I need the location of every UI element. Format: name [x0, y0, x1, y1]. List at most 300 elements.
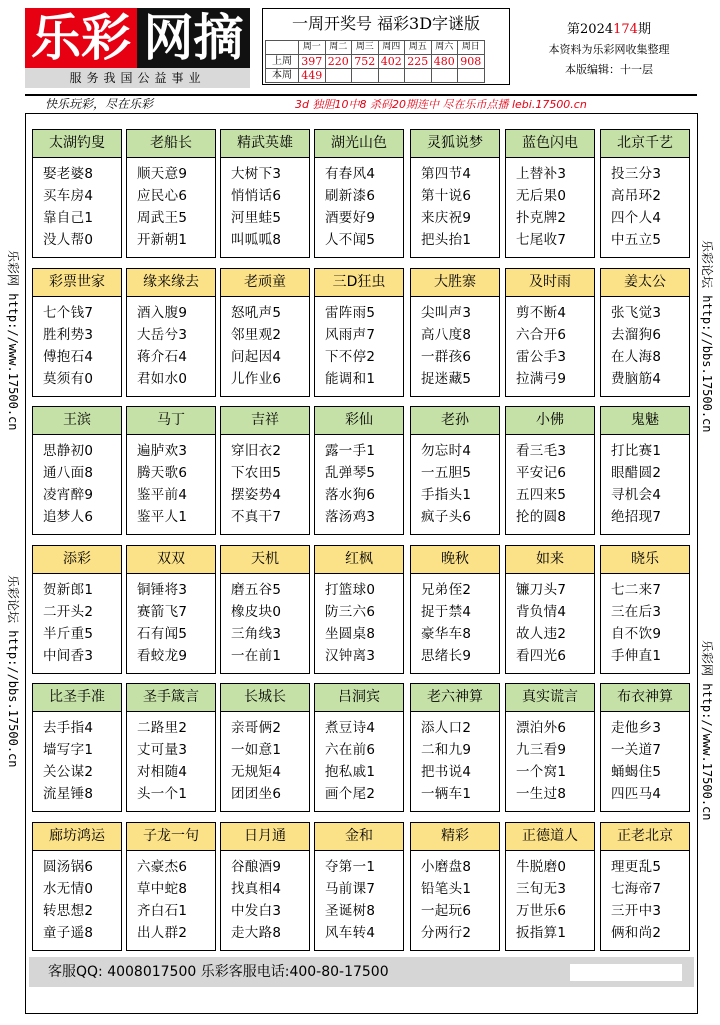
- source-note: 本资料为乐彩网收集整理: [548, 43, 670, 56]
- card-title: 日月通: [221, 823, 309, 851]
- riddle-line: 二开头2: [43, 604, 94, 620]
- card-lines: [33, 435, 121, 528]
- riddle-line: 在人海8: [611, 349, 662, 365]
- riddle-line: 剪不断4: [516, 305, 567, 321]
- riddle-line: 铅笔头1: [421, 881, 472, 897]
- riddle-line: 贺新郎1: [43, 582, 94, 598]
- card-lines: [127, 158, 215, 251]
- card-lines: [33, 851, 121, 944]
- card-title: 长城长: [221, 684, 309, 712]
- footer-text: 客服QQ: 4008017500 乐彩客服电话:400-80-17500: [48, 964, 389, 980]
- riddle-line: 手伸直1: [611, 648, 662, 664]
- riddle-line: 买车房4: [43, 188, 94, 204]
- card-title: 三D狂虫: [315, 269, 403, 297]
- riddle-line: 尖叫声3: [421, 305, 472, 321]
- riddle-line: 靠自己1: [43, 210, 94, 226]
- riddle-line: 不真干7: [231, 509, 282, 525]
- card-lines: [315, 574, 403, 667]
- footer-blank-box: [570, 964, 682, 981]
- riddle-line: 一起玩6: [421, 903, 472, 919]
- logo-part1: 乐彩: [25, 8, 137, 68]
- editor-note: 本版编辑：十一层: [565, 63, 653, 76]
- riddle-line: 疯子头6: [421, 509, 472, 525]
- day-cell: 周日: [458, 41, 485, 55]
- riddle-line: 思绪长9: [421, 648, 472, 664]
- riddle-line: 赛箭飞7: [137, 604, 188, 620]
- riddle-line: 一关道7: [611, 742, 662, 758]
- card-lines: [33, 574, 121, 667]
- riddle-card: [505, 683, 595, 812]
- riddle-line: 三在后3: [611, 604, 662, 620]
- riddle-card: [32, 268, 122, 397]
- riddle-card: [32, 406, 122, 535]
- riddle-line: 小磨盘8: [421, 859, 472, 875]
- riddle-line: 河里蛙5: [231, 210, 282, 226]
- riddle-line: 半斤重5: [43, 626, 94, 642]
- riddle-line: 来庆祝9: [421, 210, 472, 226]
- card-lines: [221, 435, 309, 528]
- day-cell: 周一: [299, 41, 326, 55]
- card-title: 缘来缘去: [127, 269, 215, 297]
- riddle-line: 俩和尚2: [611, 925, 662, 941]
- riddle-card: [410, 683, 500, 812]
- riddle-line: 出人群2: [137, 925, 188, 941]
- riddle-line: 君如水0: [137, 371, 188, 387]
- draw-number: 220: [325, 55, 352, 69]
- riddle-line: 谷酿酒9: [231, 859, 282, 875]
- riddle-line: 露一手1: [325, 443, 376, 459]
- riddle-line: 拉满弓9: [516, 371, 567, 387]
- riddle-line: 抡的圆8: [516, 509, 567, 525]
- riddle-line: 橡皮块0: [231, 604, 282, 620]
- card-title: 小佛: [506, 407, 594, 435]
- issue-number: 174: [613, 22, 638, 37]
- card-title: 如来: [506, 546, 594, 574]
- riddle-line: 一辆车1: [421, 786, 472, 802]
- riddle-card: [505, 822, 595, 951]
- riddle-card: [32, 683, 122, 812]
- riddle-line: 画个尾2: [325, 786, 376, 802]
- footer: [29, 957, 694, 987]
- card-title: 王滨: [33, 407, 121, 435]
- riddle-card: [505, 268, 595, 397]
- riddle-line: 手指头1: [421, 487, 472, 503]
- card-title: 鬼魅: [601, 407, 689, 435]
- card-title: 及时雨: [506, 269, 594, 297]
- riddle-line: 看蛟龙9: [137, 648, 188, 664]
- riddle-line: 蒋介石4: [137, 349, 188, 365]
- riddle-line: 酒要好9: [325, 210, 376, 226]
- day-cell: 周五: [405, 41, 432, 55]
- riddle-line: 一五胆5: [421, 465, 472, 481]
- riddle-line: 去手指4: [43, 720, 94, 736]
- riddle-card: [32, 822, 122, 951]
- riddle-line: 去溜狗6: [611, 327, 662, 343]
- card-lines: [127, 712, 215, 805]
- riddle-line: 自不饮9: [611, 626, 662, 642]
- riddle-line: 寻机会4: [611, 487, 662, 503]
- draw-number: [431, 69, 458, 83]
- riddle-line: 走大路8: [231, 925, 282, 941]
- riddle-card: [505, 129, 595, 258]
- riddle-line: 六合开6: [516, 327, 567, 343]
- draw-number: 225: [405, 55, 432, 69]
- card-lines: [33, 297, 121, 390]
- riddle-card: [410, 406, 500, 535]
- riddle-line: 思静初0: [43, 443, 94, 459]
- card-lines: [315, 851, 403, 944]
- riddle-line: 丈可量3: [137, 742, 188, 758]
- riddle-line: 下农田5: [231, 465, 282, 481]
- card-title: 老船长: [127, 130, 215, 158]
- riddle-line: 齐白石1: [137, 903, 188, 919]
- riddle-card: [410, 822, 500, 951]
- riddle-line: 镰刀头7: [516, 582, 567, 598]
- card-lines: [221, 158, 309, 251]
- side-text-left-bottom: 乐彩论坛 http://bbs.17500.cn: [6, 575, 20, 768]
- riddle-line: 刷新漆6: [325, 188, 376, 204]
- riddle-line: 万世乐6: [516, 903, 567, 919]
- riddle-line: 高吊环2: [611, 188, 662, 204]
- card-title: 真实谎言: [506, 684, 594, 712]
- riddle-line: 遍胪欢3: [137, 443, 188, 459]
- riddle-card: [126, 822, 216, 951]
- riddle-card: [600, 545, 690, 674]
- riddle-line: 第十说6: [421, 188, 472, 204]
- riddle-line: 周武王5: [137, 210, 188, 226]
- card-lines: [411, 851, 499, 944]
- riddle-card: [410, 129, 500, 258]
- card-lines: [127, 574, 215, 667]
- riddle-card: [126, 406, 216, 535]
- day-cell: 周四: [378, 41, 405, 55]
- riddle-line: 打篮球0: [325, 582, 376, 598]
- riddle-line: 理更乱5: [611, 859, 662, 875]
- tagline-bar: [25, 94, 697, 114]
- card-title: 红枫: [315, 546, 403, 574]
- issue-prefix: 第2024: [567, 22, 614, 37]
- card-lines: [506, 435, 594, 528]
- riddle-line: 团团坐6: [231, 786, 282, 802]
- riddle-line: 雷阵雨5: [325, 305, 376, 321]
- riddle-line: 捉迷藏5: [421, 371, 472, 387]
- riddle-card: [600, 129, 690, 258]
- riddle-line: 儿作业6: [231, 371, 282, 387]
- card-lines: [411, 574, 499, 667]
- card-title: 姜太公: [601, 269, 689, 297]
- riddle-card: [220, 822, 310, 951]
- last-week-row: [266, 55, 485, 69]
- riddle-line: 能调和1: [325, 371, 376, 387]
- riddle-line: 马前课7: [325, 881, 376, 897]
- side-text-right-top: 乐彩论坛 http://bbs.17500.cn: [700, 240, 714, 433]
- riddle-line: 对相随4: [137, 764, 188, 780]
- riddle-card: [220, 406, 310, 535]
- riddle-line: 扑克牌2: [516, 210, 567, 226]
- riddle-line: 顺天意9: [137, 166, 188, 182]
- riddle-card: [505, 406, 595, 535]
- riddle-line: 四匹马4: [611, 786, 662, 802]
- riddle-line: 二路里2: [137, 720, 188, 736]
- riddle-card: [505, 545, 595, 674]
- riddle-line: 圆汤锅6: [43, 859, 94, 875]
- riddle-line: 五四来5: [516, 487, 567, 503]
- logo-part2: 网摘: [137, 8, 250, 68]
- card-lines: [33, 158, 121, 251]
- riddle-line: 走他乡3: [611, 720, 662, 736]
- card-lines: [601, 712, 689, 805]
- riddle-card: [314, 406, 404, 535]
- riddle-line: 童子遥8: [43, 925, 94, 941]
- riddle-card: [410, 268, 500, 397]
- card-lines: [127, 435, 215, 528]
- draw-number: [458, 69, 485, 83]
- riddle-line: 故人违2: [516, 626, 567, 642]
- riddle-line: 中发白3: [231, 903, 282, 919]
- card-lines: [601, 158, 689, 251]
- riddle-card: [314, 822, 404, 951]
- card-title: 吉祥: [221, 407, 309, 435]
- card-lines: [221, 851, 309, 944]
- riddle-line: 四个人4: [611, 210, 662, 226]
- issue-suffix: 期: [637, 22, 651, 37]
- riddle-line: 草中蛇8: [137, 881, 188, 897]
- riddle-line: 一生过8: [516, 786, 567, 802]
- riddle-line: 无后果0: [516, 188, 567, 204]
- riddle-line: 三开中3: [611, 903, 662, 919]
- draw-number: [378, 69, 405, 83]
- riddle-line: 铜锤将3: [137, 582, 188, 598]
- card-lines: [33, 712, 121, 805]
- card-lines: [506, 851, 594, 944]
- riddle-line: 落水狗6: [325, 487, 376, 503]
- card-lines: [601, 851, 689, 944]
- riddle-card: [410, 545, 500, 674]
- riddle-line: 七个钱7: [43, 305, 94, 321]
- riddle-line: 开新朝1: [137, 232, 188, 248]
- riddle-line: 墙写字1: [43, 742, 94, 758]
- this-week-row: [266, 69, 485, 83]
- draw-number: [405, 69, 432, 83]
- draw-number: [325, 69, 352, 83]
- riddle-line: 三角线3: [231, 626, 282, 642]
- card-lines: [127, 851, 215, 944]
- card-title: 金和: [315, 823, 403, 851]
- riddle-line: 追梦人6: [43, 509, 94, 525]
- riddle-line: 把书说4: [421, 764, 472, 780]
- riddle-line: 人不闻5: [325, 232, 376, 248]
- card-title: 晚秋: [411, 546, 499, 574]
- card-lines: [601, 297, 689, 390]
- riddle-card: [126, 545, 216, 674]
- riddle-card: [126, 268, 216, 397]
- issue-number-line: [520, 18, 698, 37]
- draw-table: [265, 40, 485, 83]
- riddle-line: 通八面8: [43, 465, 94, 481]
- riddle-line: 蛹蝎住5: [611, 764, 662, 780]
- riddle-line: 亲哥俩2: [231, 720, 282, 736]
- card-title: 老顽童: [221, 269, 309, 297]
- side-text-right-bottom: 乐彩网 http://www.17500.cn: [700, 640, 714, 821]
- card-title: 晓乐: [601, 546, 689, 574]
- riddle-line: 九三看9: [516, 742, 567, 758]
- card-lines: [315, 435, 403, 528]
- card-title: 大胜寨: [411, 269, 499, 297]
- riddle-line: 下不停2: [325, 349, 376, 365]
- riddle-line: 风车转4: [325, 925, 376, 941]
- riddle-card: [220, 683, 310, 812]
- day-cell: 周六: [431, 41, 458, 55]
- riddle-line: 漂泊外6: [516, 720, 567, 736]
- riddle-line: 张飞觉3: [611, 305, 662, 321]
- draw-number: 908: [458, 55, 485, 69]
- riddle-line: 打比赛1: [611, 443, 662, 459]
- riddle-line: 上替补3: [516, 166, 567, 182]
- card-title: 老孙: [411, 407, 499, 435]
- corner-cell: [266, 41, 299, 55]
- riddle-line: 胜利势3: [43, 327, 94, 343]
- card-title: 太湖钓叟: [33, 130, 121, 158]
- riddle-card: [600, 683, 690, 812]
- draw-number: 480: [431, 55, 458, 69]
- card-title: 湖光山色: [315, 130, 403, 158]
- card-lines: [315, 712, 403, 805]
- riddle-line: 添人口2: [421, 720, 472, 736]
- card-title: 彩票世家: [33, 269, 121, 297]
- card-lines: [506, 297, 594, 390]
- riddle-line: 高八度8: [421, 327, 472, 343]
- card-title: 马丁: [127, 407, 215, 435]
- riddle-line: 七海帝7: [611, 881, 662, 897]
- weekly-draw-box: [262, 8, 510, 85]
- card-title: 天机: [221, 546, 309, 574]
- riddle-line: 有春风4: [325, 166, 376, 182]
- riddle-card: [600, 268, 690, 397]
- riddle-line: 凌宵醉9: [43, 487, 94, 503]
- riddle-line: 悄悄话6: [231, 188, 282, 204]
- card-lines: [221, 712, 309, 805]
- draw-days-row: [266, 41, 485, 55]
- card-title: 精彩: [411, 823, 499, 851]
- riddle-line: 关公谋2: [43, 764, 94, 780]
- card-lines: [506, 158, 594, 251]
- riddle-line: 绝招现7: [611, 509, 662, 525]
- riddle-line: 转思想2: [43, 903, 94, 919]
- card-lines: [506, 712, 594, 805]
- riddle-line: 一个窝1: [516, 764, 567, 780]
- riddle-line: 找真相4: [231, 881, 282, 897]
- riddle-card: [220, 268, 310, 397]
- riddle-line: 邻里观2: [231, 327, 282, 343]
- riddle-line: 六在前6: [325, 742, 376, 758]
- card-title: 布衣神算: [601, 684, 689, 712]
- riddle-card: [600, 822, 690, 951]
- card-title: 彩仙: [315, 407, 403, 435]
- card-lines: [411, 435, 499, 528]
- riddle-card: [314, 683, 404, 812]
- card-lines: [411, 158, 499, 251]
- riddle-line: 无规矩4: [231, 764, 282, 780]
- riddle-line: 背负情4: [516, 604, 567, 620]
- tagline-left: 快乐玩彩，尽在乐彩: [45, 97, 154, 111]
- riddle-line: 一群孩6: [421, 349, 472, 365]
- riddle-line: 磨五谷5: [231, 582, 282, 598]
- riddle-card: [314, 129, 404, 258]
- card-title: 添彩: [33, 546, 121, 574]
- day-cell: 周三: [352, 41, 379, 55]
- riddle-line: 莫须有0: [43, 371, 94, 387]
- riddle-card: [220, 545, 310, 674]
- riddle-line: 一如意1: [231, 742, 282, 758]
- riddle-card: [126, 683, 216, 812]
- card-lines: [601, 435, 689, 528]
- riddle-line: 费脑筋4: [611, 371, 662, 387]
- riddle-card: [314, 545, 404, 674]
- card-lines: [506, 574, 594, 667]
- riddle-line: 捉于禁4: [421, 604, 472, 620]
- riddle-line: 雷公手3: [516, 349, 567, 365]
- card-title: 蓝色闪电: [506, 130, 594, 158]
- draw-number: 449: [299, 69, 326, 83]
- riddle-line: 鉴平前4: [137, 487, 188, 503]
- side-text-left-top: 乐彩网 http://www.17500.cn: [6, 250, 20, 431]
- riddle-line: 穿旧衣2: [231, 443, 282, 459]
- card-title: 北京千艺: [601, 130, 689, 158]
- riddle-line: 应民心6: [137, 188, 188, 204]
- draw-number: 397: [299, 55, 326, 69]
- card-title: 圣手箴言: [127, 684, 215, 712]
- riddle-card: [220, 129, 310, 258]
- card-lines: [411, 712, 499, 805]
- card-title: 双双: [127, 546, 215, 574]
- card-lines: [315, 158, 403, 251]
- riddle-line: 兄弟侄2: [421, 582, 472, 598]
- riddle-line: 娶老婆8: [43, 166, 94, 182]
- card-title: 精武英雄: [221, 130, 309, 158]
- riddle-line: 没人帮0: [43, 232, 94, 248]
- riddle-line: 大树下3: [231, 166, 282, 182]
- motto: 服务我国公益事业: [25, 68, 250, 88]
- riddle-line: 分两行2: [421, 925, 472, 941]
- riddle-line: 投三分3: [611, 166, 662, 182]
- riddle-line: 勿忘时4: [421, 443, 472, 459]
- riddle-card: [32, 129, 122, 258]
- riddle-line: 七二来7: [611, 582, 662, 598]
- card-lines: [127, 297, 215, 390]
- card-title: 吕洞宾: [315, 684, 403, 712]
- card-lines: [411, 297, 499, 390]
- riddle-line: 怒吼声5: [231, 305, 282, 321]
- riddle-line: 乱弹琴5: [325, 465, 376, 481]
- riddle-line: 腾天歌6: [137, 465, 188, 481]
- riddle-line: 第四节4: [421, 166, 472, 182]
- riddle-line: 水无情0: [43, 881, 94, 897]
- riddle-line: 头一个1: [137, 786, 188, 802]
- riddle-line: 中五立5: [611, 232, 662, 248]
- riddle-card: [32, 545, 122, 674]
- riddle-line: 叫呱呱8: [231, 232, 282, 248]
- riddle-line: 中间香3: [43, 648, 94, 664]
- riddle-line: 豪华车8: [421, 626, 472, 642]
- riddle-line: 酒入腹9: [137, 305, 188, 321]
- riddle-line: 一在前1: [231, 648, 282, 664]
- riddle-line: 眼醋圆2: [611, 465, 662, 481]
- card-title: 廊坊鸿运: [33, 823, 121, 851]
- draw-number: 402: [378, 55, 405, 69]
- riddle-line: 看三毛3: [516, 443, 567, 459]
- riddle-line: 煮豆诗4: [325, 720, 376, 736]
- draw-title: 一周开奖号 福彩3D字谜版: [291, 14, 481, 33]
